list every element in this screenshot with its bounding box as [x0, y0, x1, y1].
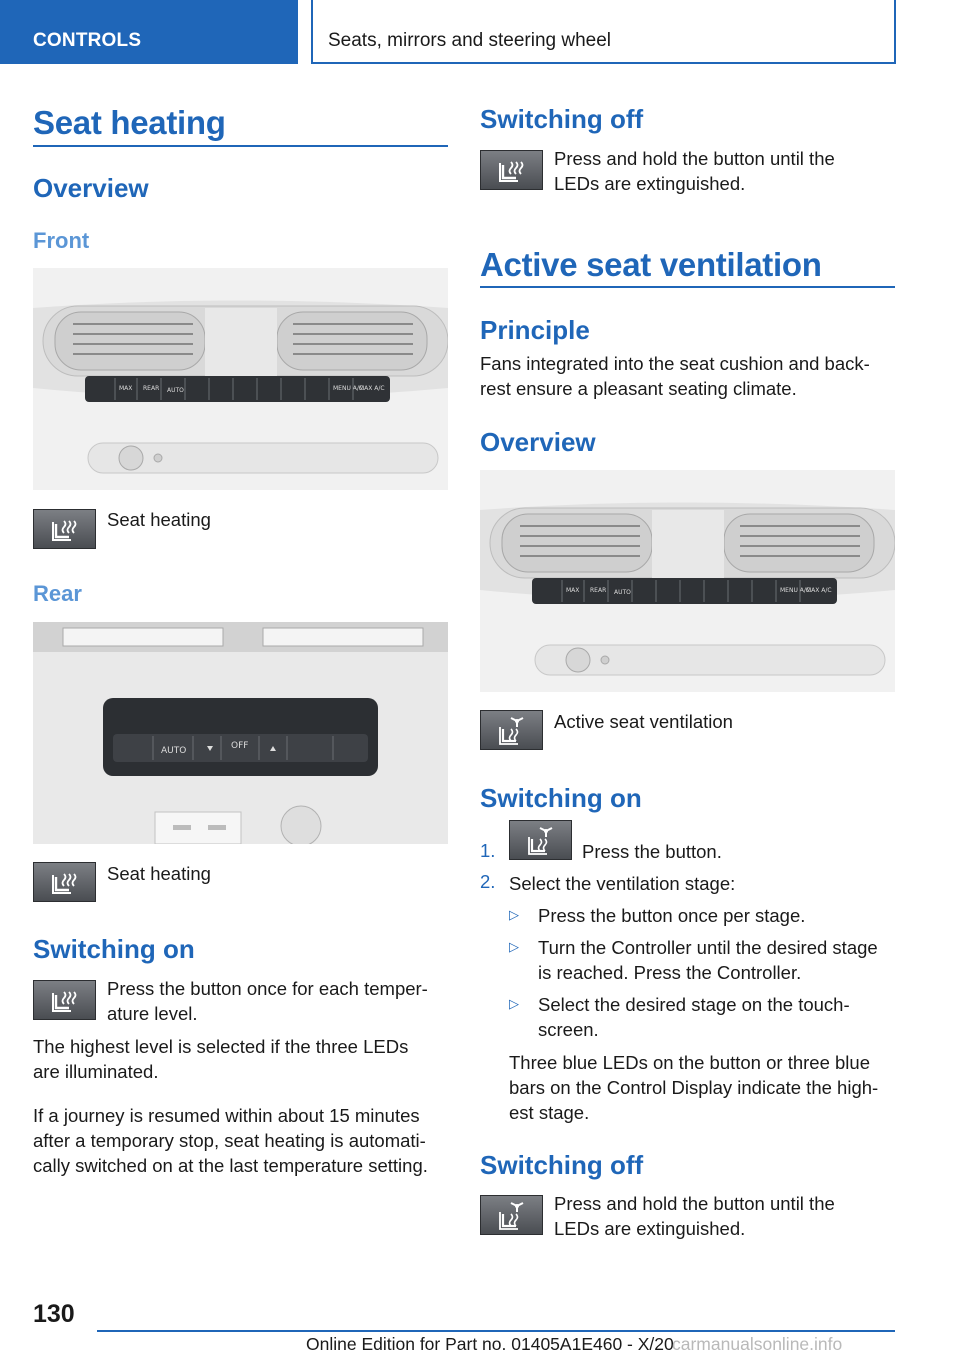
bullet-3-line1: Select the desired stage on the touch‐ — [538, 994, 850, 1015]
rear-console-illustration — [33, 622, 448, 844]
title-rule — [33, 145, 448, 147]
blue-leds-line2: bars on the Control Display indicate the high‐ — [509, 1077, 879, 1098]
highest-level-line2: are illuminated. — [33, 1061, 159, 1082]
principle-line2: rest ensure a pleasant seating climate. — [480, 378, 797, 399]
highest-level-line1: The highest level is selected if the three LEDs — [33, 1036, 409, 1057]
panel-menu-ac-label: MENU A/C — [333, 385, 364, 392]
header-chapter-tab — [311, 0, 896, 64]
front-heading: Front — [33, 228, 90, 253]
vent-switching-off-heading: Switching off — [480, 1150, 644, 1180]
front-caption: Seat heating — [107, 509, 211, 530]
header-section-tab — [0, 0, 298, 64]
step-2-number: 2. — [480, 871, 496, 892]
bullet-marker-2: ▷ — [509, 939, 519, 954]
rear-caption: Seat heating — [107, 863, 211, 884]
vent-caption: Active seat ventilation — [554, 711, 733, 732]
switch-on-text-line2: ature level. — [107, 1003, 198, 1024]
vent-switching-on-heading: Switching on — [480, 783, 642, 813]
seat-ventilation-icon — [480, 710, 543, 750]
switching-on-heading: Switching on — [33, 934, 195, 964]
step-1-number: 1. — [480, 840, 496, 861]
vent-overview-heading: Overview — [480, 427, 596, 457]
vent-panel-auto-label: AUTO — [614, 589, 631, 596]
vent-switch-off-line2: LEDs are extinguished. — [554, 1218, 746, 1239]
journey-line1: If a journey is resumed within about 15 minutes — [33, 1105, 420, 1126]
panel-rear-label: REAR — [143, 385, 160, 392]
panel-max-ac-label: MAX A/C — [359, 385, 385, 392]
vent-console-photo — [480, 470, 895, 692]
bullet-marker-1: ▷ — [509, 907, 519, 922]
switch-off-line1: Press and hold the button until the — [554, 148, 835, 169]
front-console-photo — [33, 268, 448, 490]
bullet-3-line2: screen. — [538, 1019, 599, 1040]
vent-panel-max-label: MAX — [566, 587, 580, 594]
vent-panel-max-ac-label: MAX A/C — [806, 587, 832, 594]
vent-panel-menu-ac-label: MENU A/C — [780, 587, 811, 594]
seat-heating-icon-rear — [33, 862, 96, 902]
bullet-marker-3: ▷ — [509, 996, 519, 1011]
rear-panel-auto-label: AUTO — [161, 746, 187, 756]
rear-console-photo — [33, 622, 448, 844]
ventilation-title: Active seat ventilation — [480, 246, 822, 283]
vent-switch-off-line1: Press and hold the button until the — [554, 1193, 835, 1214]
journey-line3: cally switched on at the last temperature setting. — [33, 1155, 428, 1176]
overview-heading: Overview — [33, 173, 149, 203]
step-2-text: Select the ventilation stage: — [509, 873, 736, 894]
rear-panel-off-label: OFF — [231, 741, 249, 751]
ventilation-title-rule — [480, 286, 895, 288]
footer-rule — [97, 1330, 895, 1332]
bullet-1-text: Press the button once per stage. — [538, 905, 806, 926]
front-console-illustration — [33, 268, 448, 490]
bullet-2-line2: is reached. Press the Controller. — [538, 962, 802, 983]
switch-on-text-line1: Press the button once for each temper‐ — [107, 978, 428, 999]
journey-line2: after a temporary stop, seat heating is automati‐ — [33, 1130, 426, 1151]
seat-ventilation-icon-switch-off — [480, 1195, 543, 1235]
seat-heating-icon-switch-off — [480, 150, 543, 190]
panel-max-label: MAX — [119, 385, 133, 392]
seat-ventilation-icon-step1 — [509, 820, 572, 860]
rear-heading: Rear — [33, 581, 82, 606]
seat-heating-icon-switch-on — [33, 980, 96, 1020]
header-chapter-label: Seats, mirrors and steering wheel — [328, 30, 612, 51]
vent-panel-rear-label: REAR — [590, 587, 607, 594]
principle-line1: Fans integrated into the seat cushion and back‐ — [480, 353, 870, 374]
vent-console-illustration — [480, 470, 895, 692]
bullet-2-line1: Turn the Controller until the desired stage — [538, 937, 878, 958]
edition-text: Online Edition for Part no. 01405A1E460 - X/20 — [306, 1334, 674, 1354]
panel-auto-label: AUTO — [167, 387, 184, 394]
blue-leds-line3: est stage. — [509, 1102, 590, 1123]
switch-off-line2: LEDs are extinguished. — [554, 173, 746, 194]
header-section-label: CONTROLS — [33, 30, 142, 51]
step-1-text: Press the button. — [582, 841, 722, 862]
seat-heating-title: Seat heating — [33, 104, 226, 141]
principle-heading: Principle — [480, 315, 590, 345]
switching-off-heading: Switching off — [480, 104, 644, 134]
seat-heating-icon — [33, 509, 96, 549]
page-number: 130 — [33, 1300, 75, 1328]
blue-leds-line1: Three blue LEDs on the button or three blue — [509, 1052, 870, 1073]
watermark-text: carmanualsonline.info — [672, 1334, 843, 1354]
